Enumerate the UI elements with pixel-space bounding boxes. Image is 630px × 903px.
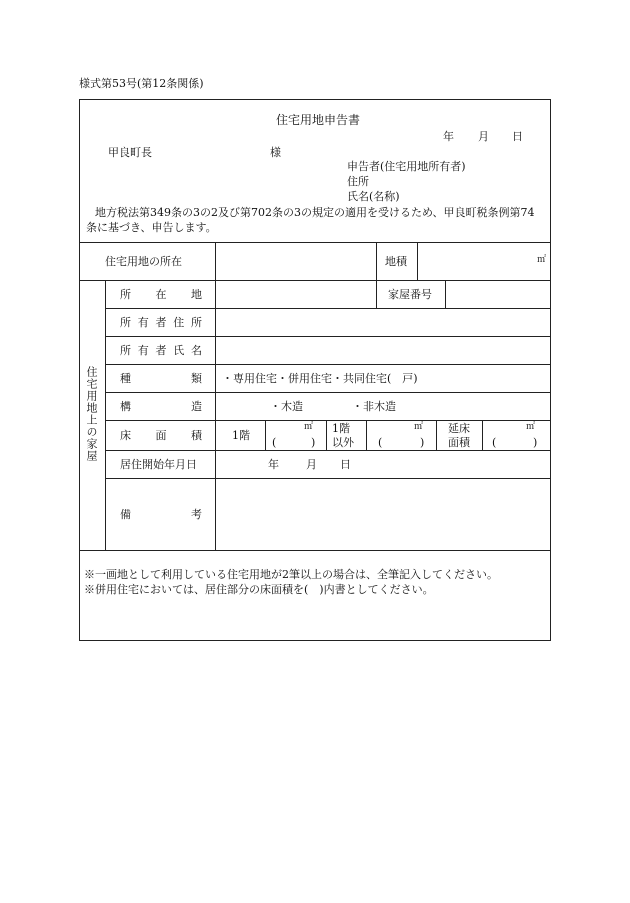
remarks-char-1: 備 [120,508,131,521]
first-floor-label: 1階 [232,429,250,442]
house-type-char-2: 類 [191,372,202,385]
house-number-label: 家屋番号 [388,288,432,301]
land-area-label: 地積 [385,255,407,268]
first-floor-unit: ㎡ [304,422,314,432]
remarks-char-2: 考 [191,508,202,521]
first-floor-paren-open: ( [272,436,277,449]
other-floors-label-1: 1階 [332,422,350,435]
structure-label [120,401,202,412]
statement-line-1: 地方税法第349条の3の2及び第702条の3の規定の適用を受けるため、甲良町税条例第74 [95,206,535,219]
statement-line-2: 条に基づき、申告します。 [86,221,217,234]
structure-wood-option: ・木造 [270,400,303,413]
date-year-label: 年 [443,130,454,143]
other-floors-label-2: 以外 [332,436,354,449]
house-location-char-2: 在 [155,288,167,301]
owner-name-char-5: 名 [191,344,202,357]
note-2: ※併用住宅においては、居住部分の床面積を( )内書としてください。 [84,583,434,596]
structure-nonwood-option: ・非木造 [352,400,396,413]
house-type-label [120,373,202,384]
owner-name-char-4: 氏 [173,344,185,357]
date-day-label: 日 [512,130,523,143]
other-floors-paren-open: ( [378,436,383,449]
note-1: ※一画地として利用している住宅用地が2筆以上の場合は、全筆記入してください。 [84,568,498,581]
applicant-address-label: 住所 [347,175,369,188]
floor-area-label [120,430,202,441]
other-floors-paren-close: ) [420,436,425,449]
total-floor-label-2: 面積 [448,436,470,449]
residence-year-label: 年 [268,458,279,471]
total-floor-paren-open: ( [492,436,497,449]
addressee-honorific: 様 [270,146,281,159]
owner-name-label [120,345,202,356]
owner-name-char-3: 者 [155,344,167,357]
total-floor-label-1: 延床 [448,422,470,435]
residence-start-label: 居住開始年月日 [120,458,197,471]
addressee: 甲良町長 [108,146,152,159]
owner-address-char-4: 住 [173,316,185,329]
form-title: 住宅用地申告書 [276,113,361,127]
house-type-options: ・専用住宅・併用住宅・共同住宅( 戸) [222,372,418,385]
total-floor-paren-close: ) [533,436,538,449]
first-floor-paren-close: ) [311,436,316,449]
floor-area-char-3: 積 [191,429,202,442]
owner-address-char-2: 有 [137,316,149,329]
floor-area-char-2: 面 [155,429,167,442]
total-floor-unit: ㎡ [526,422,536,432]
applicant-label: 申告者(住宅用地所有者) [347,160,466,173]
owner-address-char-5: 所 [191,316,202,329]
floor-area-char-1: 床 [120,429,131,442]
house-location-label [120,289,202,300]
structure-char-1: 構 [120,400,131,413]
owner-address-label [120,317,202,328]
owner-name-char-2: 有 [137,344,149,357]
date-month-label: 月 [478,130,489,143]
residence-month-label: 月 [306,458,317,471]
residence-day-label: 日 [340,458,351,471]
owner-address-char-3: 者 [155,316,167,329]
form-number: 様式第53号(第12条関係) [79,77,204,90]
land-location-label: 住宅用地の所在 [105,255,182,268]
house-type-char-1: 種 [120,372,131,385]
other-floors-unit: ㎡ [414,422,424,432]
applicant-name-label: 氏名(名称) [347,190,400,203]
land-area-unit: ㎡ [537,255,547,265]
structure-char-2: 造 [191,400,202,413]
house-location-char-3: 地 [191,288,202,301]
declaration-form [79,99,551,641]
owner-address-char-1: 所 [120,316,131,329]
owner-name-char-1: 所 [120,344,131,357]
house-location-char-1: 所 [120,288,131,301]
remarks-label [120,509,202,520]
house-section-label: 住宅用地上の家屋 [85,366,98,462]
